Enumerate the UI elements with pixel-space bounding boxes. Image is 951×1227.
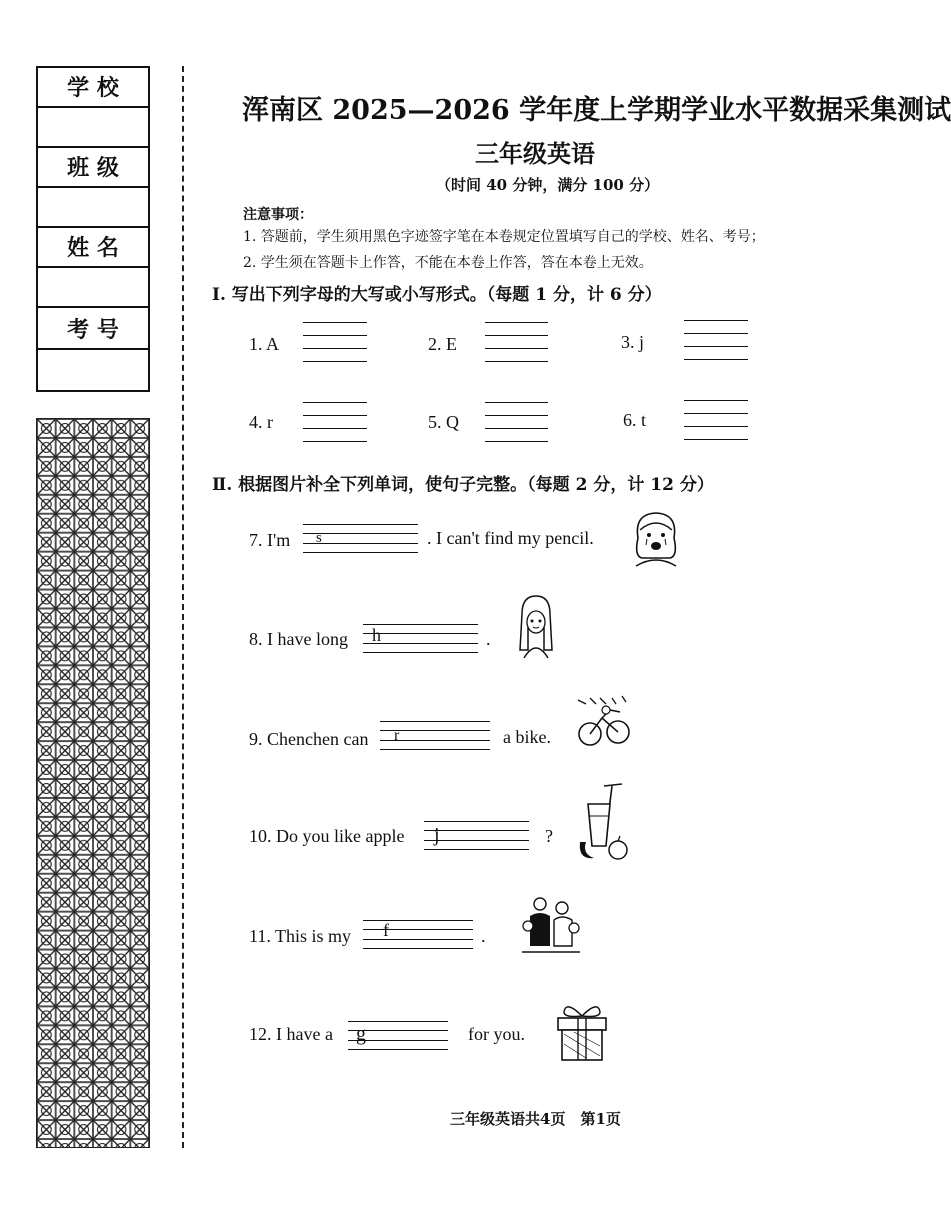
note-item-2: 2. 学生须在答题卡上作答，不能在本卷上作答，答在本卷上无效。 (243, 255, 653, 271)
question-3-label: 3. j (621, 332, 645, 352)
question-8-before: 8. I have long (249, 629, 348, 649)
question-3-writing-lines[interactable] (684, 320, 748, 362)
student-info-box (36, 66, 150, 392)
question-7-hint-letter: s (316, 530, 322, 546)
question-2-label: 2. E (428, 334, 457, 354)
question-5-label: 5. Q (428, 412, 459, 432)
question-9-before: 9. Chenchen can (249, 729, 369, 749)
question-8-after: . (486, 629, 491, 649)
question-4-label: 4. r (249, 412, 273, 432)
question-1-label: 1. A (249, 334, 280, 354)
question-7-before: 7. I'm (249, 530, 291, 550)
question-9-after: a bike. (503, 727, 551, 747)
page-footer: 三年级英语共4页 第1页 (450, 1110, 621, 1128)
gift-icon (552, 1000, 612, 1062)
exam-number-label: 考 号 (38, 310, 148, 350)
family-icon (520, 896, 582, 954)
school-field[interactable] (38, 108, 148, 148)
question-12-after: for you. (468, 1024, 525, 1044)
exam-number-field[interactable] (38, 350, 148, 390)
name-label: 姓 名 (38, 228, 148, 268)
question-1-writing-lines[interactable] (303, 322, 367, 364)
bike-icon (576, 694, 632, 750)
exam-time-note: （时间 40 分钟，满分 100 分） (436, 176, 660, 194)
question-6-label: 6. t (623, 410, 647, 430)
question-10-before: 10. Do you like apple (249, 826, 405, 846)
class-field[interactable] (38, 188, 148, 228)
exam-title: 浑南区 2025—2026 学年度上学期学业水平数据采集测试 (242, 95, 951, 126)
question-7-after: . I can't find my pencil. (427, 528, 594, 548)
question-12-hint-letter: g (356, 1023, 366, 1045)
question-9-hint-letter: r (394, 727, 400, 744)
class-label: 班 级 (38, 148, 148, 188)
question-2-writing-lines[interactable] (485, 322, 548, 364)
question-8-hint-letter: h (372, 625, 381, 645)
crying-girl-icon (630, 508, 682, 568)
school-label: 学 校 (38, 68, 148, 108)
binding-line (182, 66, 184, 1148)
question-11-hint-letter: f (383, 920, 389, 940)
question-4-writing-lines[interactable] (303, 402, 367, 444)
question-11-after: . (481, 926, 486, 946)
note-item-1: 1. 答题前，学生须用黑色字迹签字笔在本卷规定位置填写自己的学校、姓名、考号； (243, 229, 765, 245)
juice-icon (574, 784, 630, 864)
seal-pattern (36, 418, 150, 1148)
question-6-writing-lines[interactable] (684, 400, 748, 442)
exam-subtitle: 三年级英语 (475, 139, 595, 168)
question-5-writing-lines[interactable] (485, 402, 548, 444)
notes-heading: 注意事项： (243, 207, 313, 223)
question-11-before: 11. This is my (249, 926, 352, 946)
section2-heading: Ⅱ. 根据图片补全下列单词，使句子完整。（每题 2 分，计 12 分） (212, 475, 714, 495)
name-field[interactable] (38, 268, 148, 308)
question-10-hint-letter: j (434, 824, 440, 846)
long-hair-girl-icon (512, 594, 560, 660)
question-10-after: ? (545, 826, 553, 846)
question-11-writing-lines[interactable] (363, 920, 473, 950)
section1-heading: Ⅰ. 写出下列字母的大写或小写形式。（每题 1 分，计 6 分） (212, 285, 662, 305)
question-12-before: 12. I have a (249, 1024, 333, 1044)
